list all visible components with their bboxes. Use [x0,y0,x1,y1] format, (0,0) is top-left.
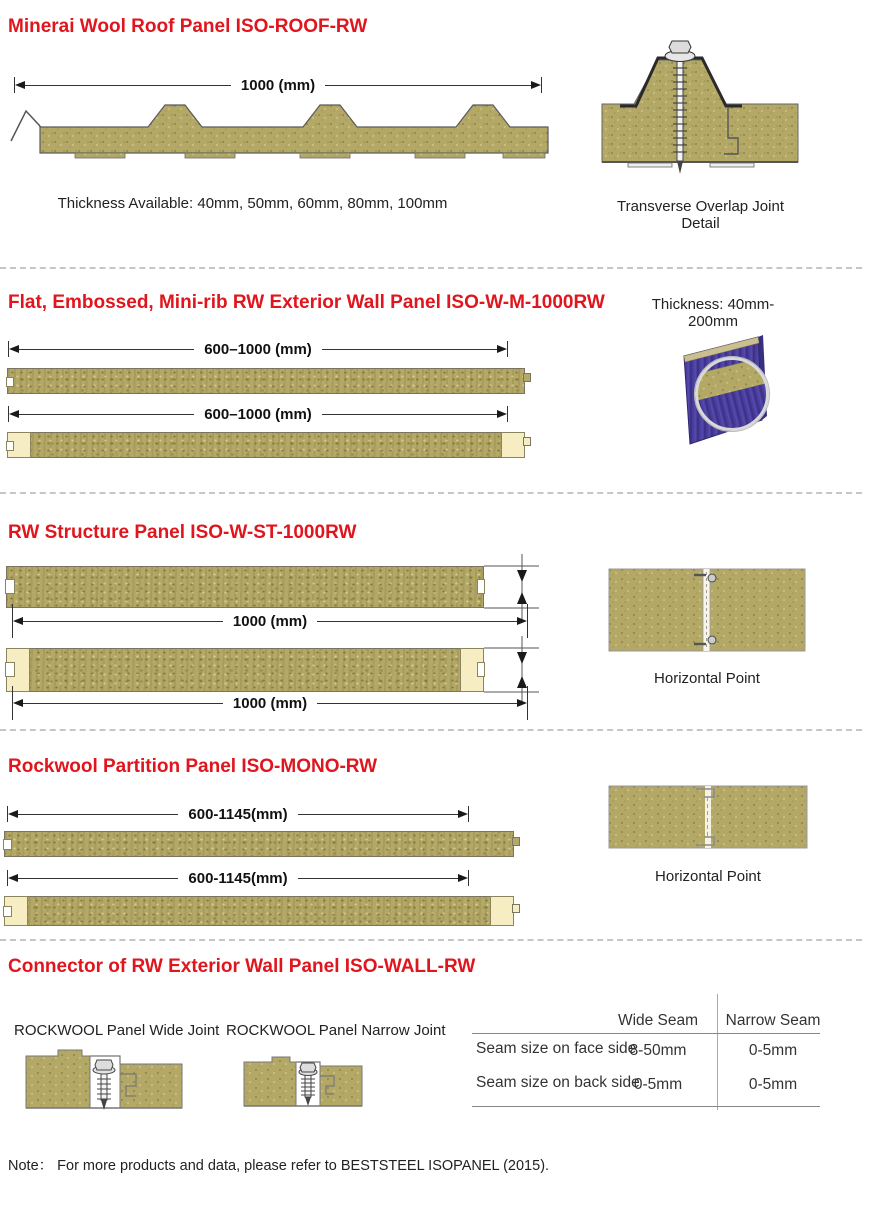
wall-panel-1 [7,368,525,394]
panel-cream-cap [490,896,514,926]
table-row-label: Seam size on back side [476,1074,640,1091]
panel-groove [6,441,14,451]
table-column-divider [717,994,718,1110]
seam-size-table [468,998,822,1110]
partition-dimension-label-2: 600-1145(mm) [188,869,288,887]
panel-groove [5,579,15,594]
section-divider [0,492,862,494]
panel-groove [3,839,12,850]
arrowhead-left-icon [13,699,23,707]
partition-horizontal-joint-image [608,785,808,849]
wall-panel-3d-image [662,332,797,452]
table-bottom-rule [472,1106,820,1107]
dim-line [298,878,458,879]
screw-icon [93,1060,115,1110]
dim-tick [527,604,528,638]
dim-line [317,621,517,622]
arrowhead-left-icon [9,345,19,353]
table-value: 0-5mm [748,1076,798,1093]
structure-horizontal-joint-image [608,568,806,652]
dim-tick [541,77,542,93]
arrowhead-left-icon [13,617,23,625]
section-divider [0,939,862,941]
panel-tongue [523,437,531,446]
wall-thickness-note: Thickness: 40mm-200mm [651,296,775,330]
arrowhead-left-icon [15,81,25,89]
section-title-connector: Connector of RW Exterior Wall Panel ISO-WALL-RW [8,956,476,977]
dim-line [18,814,178,815]
dim-line [23,621,223,622]
screw-icon [299,1063,317,1106]
dim-line [322,414,497,415]
structure-panel-2 [6,648,484,692]
dim-line [19,414,194,415]
arrowhead-left-icon [8,810,18,818]
arrowhead-right-icon [517,617,527,625]
table-header-narrow-seam: Narrow Seam [725,1012,821,1029]
dim-line [322,349,497,350]
transverse-joint-image [598,34,803,182]
dim-line [317,703,517,704]
table-header-wide-seam: Wide Seam [617,1012,699,1029]
joint-bottom-lip [628,163,672,167]
arrowhead-right-icon [458,874,468,882]
roof-panel-body [40,105,548,153]
partition-joint-caption: Horizontal Point [655,868,761,885]
dim-tick [507,341,508,357]
table-header-rule [472,1033,820,1034]
wide-joint-left-wool [26,1050,90,1108]
panel-tongue [523,373,531,382]
dim-line [19,349,194,350]
arrowhead-left-icon [8,874,18,882]
section-title-roof: Minerai Wool Roof Panel ISO-ROOF-RW [8,16,368,37]
roof-dimension-arrow [14,76,542,94]
roof-panel-diagram [5,95,550,169]
section-title-partition: Rockwool Partition Panel ISO-MONO-RW [8,756,378,777]
joint-wool-body [602,60,798,162]
wide-joint-image [24,1044,186,1120]
arrowhead-right-icon [531,81,541,89]
partition-dimension-label-1: 600-1145(mm) [188,805,288,823]
panel-tongue [512,904,520,913]
roof-thickness-note: Thickness Available: 40mm, 50mm, 60mm, 80mm, 100mm [57,195,448,212]
partition-dimension-arrow-2 [7,869,469,887]
wall-dimension-label-2: 600–1000 (mm) [204,405,312,423]
partition-panel-2 [4,896,514,926]
dim-line [18,878,178,879]
dim-tick [527,686,528,720]
arrowhead-right-icon [497,345,507,353]
footer-note: Note： For more products and data, please refer to BESTSTEEL ISOPANEL (2015). [8,1158,550,1174]
arrowhead-right-icon [458,810,468,818]
arrowhead-right-icon [517,699,527,707]
table-value: 8-50mm [629,1042,687,1059]
transverse-joint-caption: Transverse Overlap Joint Detail [616,198,784,232]
roof-dimension-label: 1000 (mm) [240,76,316,94]
wall-dimension-label-1: 600–1000 (mm) [204,340,312,358]
dim-tick [507,406,508,422]
dim-line [298,814,458,815]
section-title-wall: Flat, Embossed, Mini-rib RW Exterior Wall Panel ISO-W-M-1000RW [8,292,605,313]
narrow-joint-image [242,1050,364,1114]
narrow-joint-left-wool [244,1057,296,1106]
partition-panel-1 [4,831,514,857]
roof-left-flap [11,111,42,141]
table-value: 0-5mm [748,1042,798,1059]
structure-joint-caption: Horizontal Point [654,670,760,687]
structure-dimension-arrow-1 [12,612,528,630]
structure-panel-1 [6,566,484,608]
dim-line [23,703,223,704]
arrowhead-left-icon [9,410,19,418]
dim-tick [468,806,469,822]
roof-panel-feet [75,153,545,158]
table-value: 0-5mm [633,1076,683,1093]
panel-groove [3,906,12,917]
table-row-label: Seam size on face side [476,1040,637,1057]
structure-dimension-label-1: 1000 (mm) [232,612,308,630]
arrowhead-right-icon [497,410,507,418]
structure-dimension-label-2: 1000 (mm) [232,694,308,712]
joint-bottom-lip [710,163,754,167]
section-title-structure: RW Structure Panel ISO-W-ST-1000RW [8,522,357,543]
structure-dimension-arrow-2 [12,694,528,712]
dim-tick [468,870,469,886]
section-divider [0,267,862,269]
wall-dimension-arrow-2 [8,405,508,423]
panel-cream-cap [501,432,525,458]
panel-tongue [512,837,520,846]
dim-line [325,85,531,86]
panel-groove [5,662,15,677]
wall-dimension-arrow-1 [8,340,508,358]
panel-groove [6,377,14,387]
wall-panel-2 [7,432,525,458]
dim-line [25,85,231,86]
partition-dimension-arrow-1 [7,805,469,823]
section-divider [0,729,862,731]
wide-joint-label: ROCKWOOL Panel Wide Joint [14,1022,220,1039]
narrow-joint-label: ROCKWOOL Panel Narrow Joint [226,1022,446,1039]
